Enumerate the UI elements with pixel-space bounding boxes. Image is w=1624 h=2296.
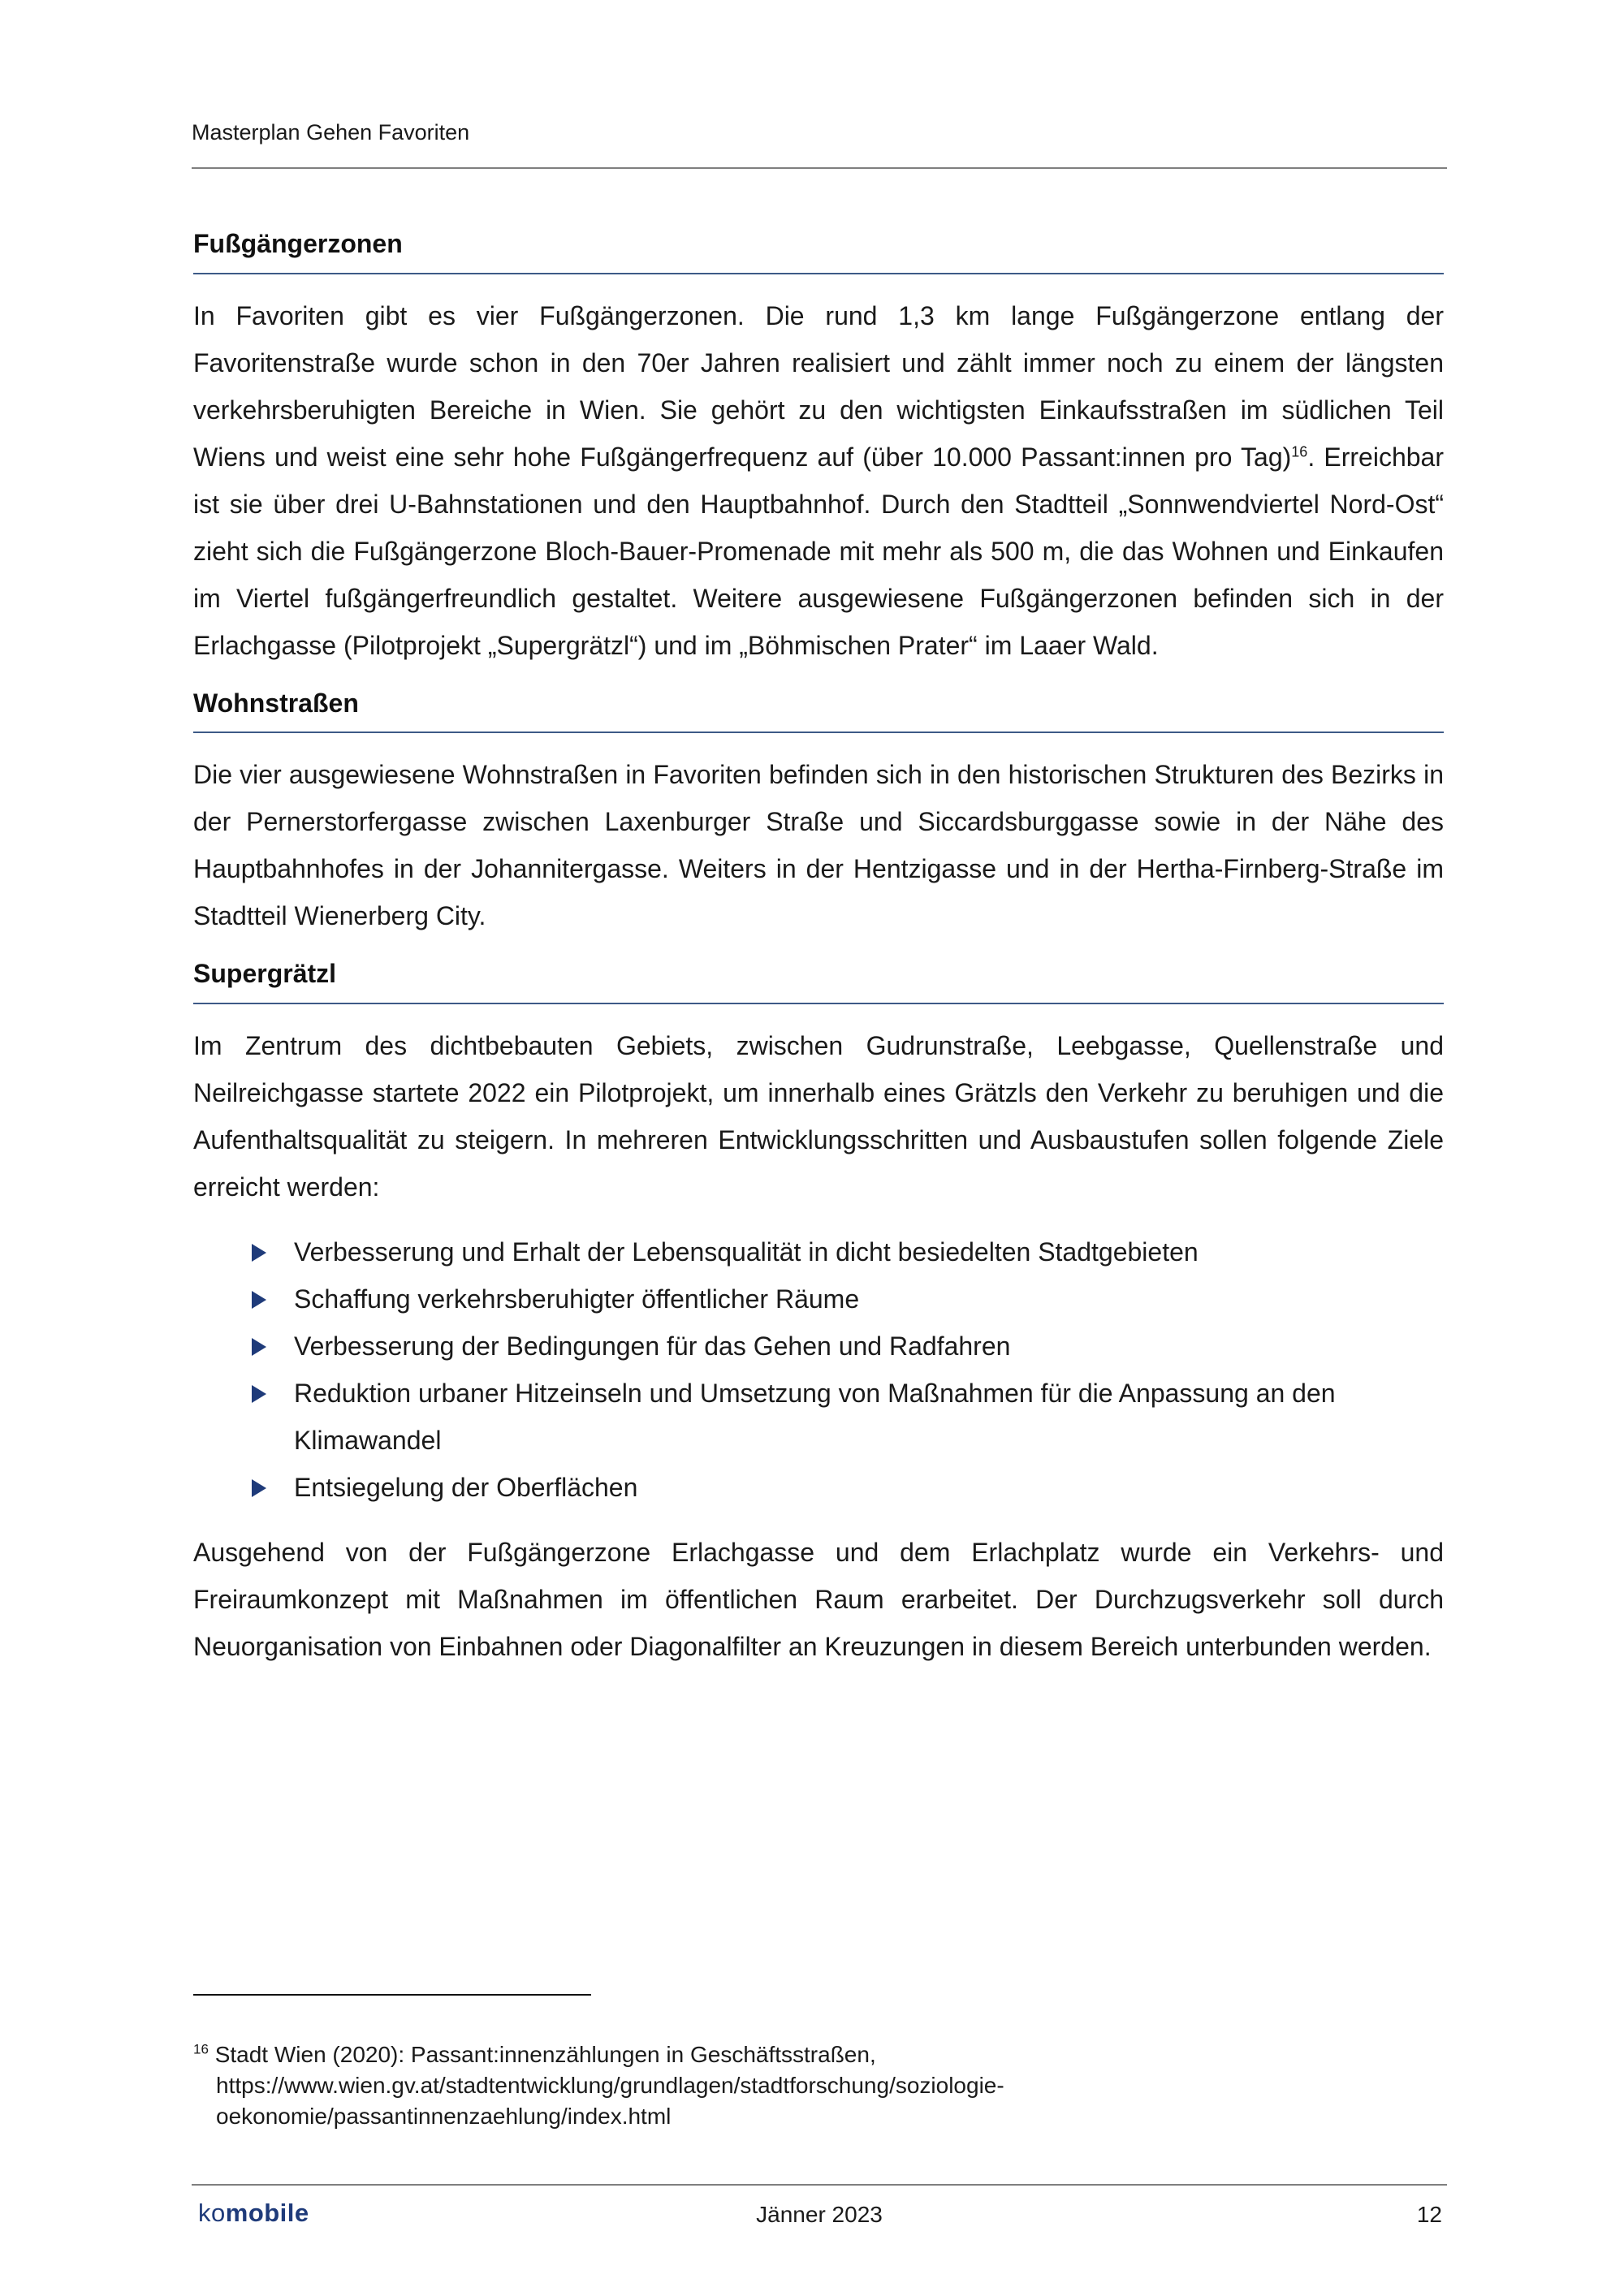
- list-item-text: Entsiegelung der Oberflächen: [294, 1472, 638, 1502]
- heading-wohnstrassen: Wohnstraßen: [193, 687, 1444, 734]
- triangle-bullet-icon: [252, 1244, 266, 1262]
- list-item: [193, 1323, 1444, 1370]
- footnote: [193, 2039, 1444, 2132]
- heading-supergraetzl: Supergrätzl: [193, 957, 1444, 1004]
- document-title: Masterplan Gehen Favoriten: [192, 120, 470, 145]
- triangle-bullet-icon: [252, 1291, 266, 1309]
- logo-prefix: ko: [198, 2199, 226, 2227]
- page-header: [192, 120, 1447, 169]
- triangle-bullet-icon: [252, 1479, 266, 1497]
- list-item-text: Schaffung verkehrsberuhigter öffentlicher Räume: [294, 1284, 860, 1314]
- goals-list: [193, 1228, 1444, 1511]
- footnote-number: 16: [193, 2041, 209, 2057]
- footnote-divider: [193, 1994, 591, 1996]
- list-item: [193, 1275, 1444, 1323]
- footnote-source: Stadt Wien (2020): Passant:innenzählungen in Geschäftsstraßen,: [214, 2042, 876, 2067]
- page-number: 12: [1416, 2202, 1442, 2227]
- page-footer: [192, 2184, 1447, 2234]
- triangle-bullet-icon: [252, 1338, 266, 1356]
- list-item: [193, 1464, 1444, 1511]
- main-content: [193, 227, 1444, 1688]
- paragraph-fussgaengerzonen-part1: In Favoriten gibt es vier Fußgängerzonen. Die rund 1,3 km lange Fußgängerzone entlang der Favoritenstraße wurde schon in den 70er Jahren realisiert und zählt immer noch zu einem der längsten verkehrsberuhigten Bereiche in Wien. Sie gehört zu den wichtigsten Einkaufsstraßen im südlichen Teil Wiens und weist eine sehr hohe Fußgängerfrequenz auf (über 10.000 Passant:innen pro Tag): [193, 300, 1444, 472]
- triangle-bullet-icon: [252, 1385, 266, 1403]
- list-item: [193, 1370, 1444, 1464]
- paragraph-fussgaengerzonen-part2: . Erreichbar ist sie über drei U-Bahnstationen und den Hauptbahnhof. Durch den Stadtteil „Sonnwendviertel Nord-Ost“ zieht sich die Fußgängerzone Bloch-Bauer-Promenade mit mehr als 500 m, die das Wohnen und Einkaufen im Viertel fußgängerfreundlich gestaltet. Weitere ausgewiesene Fußgängerzonen befinden sich in der Erlachgasse (Pilotprojekt „Supergrätzl“) und im „Böhmischen Prater“ im Laaer Wald.: [193, 442, 1445, 660]
- footnote-reference[interactable]: 16: [1291, 442, 1308, 460]
- list-item-text: Verbesserung und Erhalt der Lebensqualität in dicht besiedelten Stadtgebieten: [294, 1236, 1199, 1267]
- paragraph-supergraetzl: Im Zentrum des dichtbebauten Gebiets, zwischen Gudrunstraße, Leebgasse, Quellenstraße und Neilreichgasse startete 2022 ein Pilotprojekt, um innerhalb eines Grätzls den Verkehr zu beruhigen und die Aufenthaltsqualität zu steigern. In mehreren Entwicklungsschritten und Ausbaustufen sollen folgende Ziele erreicht werden:: [193, 1030, 1444, 1202]
- list-item: [193, 1228, 1444, 1275]
- paragraph-wohnstrassen: Die vier ausgewiesene Wohnstraßen in Favoriten befinden sich in den historischen Strukturen des Bezirks in der Pernerstorfergasse zwischen Laxenburger Straße und Siccardsburggasse sowie in der Nähe des Hauptbahnhofes in der Johannitergasse. Weiters in der Hentzigasse und in der Hertha-Firnberg-Straße im Stadtteil Wienerberg City.: [193, 760, 1444, 931]
- list-item-text: Reduktion urbaner Hitzeinseln und Umsetzung von Maßnahmen für die Anpassung an den Klimawandel: [294, 1378, 1336, 1455]
- list-item-text: Verbesserung der Bedingungen für das Gehen und Radfahren: [294, 1331, 1011, 1361]
- footer-date: Jänner 2023: [756, 2202, 883, 2227]
- paragraph-supergraetzl-closing: Ausgehend von der Fußgängerzone Erlachgasse und dem Erlachplatz wurde ein Verkehrs- und Freiraumkonzept mit Maßnahmen im öffentlichen Raum erarbeitet. Der Durchzugsverkehr soll durch Neuorganisation von Einbahnen oder Diagonalfilter an Kreuzungen in diesem Bereich unterbunden werden.: [193, 1537, 1444, 1661]
- paragraph-fussgaengerzonen: [193, 292, 1444, 669]
- heading-fussgaengerzonen: Fußgängerzonen: [193, 227, 1444, 274]
- footnote-url[interactable]: https://www.wien.gv.at/stadtentwicklung/grundlagen/stadtforschung/soziologie-oekonomie/passantinnenzaehlung/index.html: [216, 2073, 1004, 2129]
- logo-suffix: mobile: [225, 2199, 309, 2227]
